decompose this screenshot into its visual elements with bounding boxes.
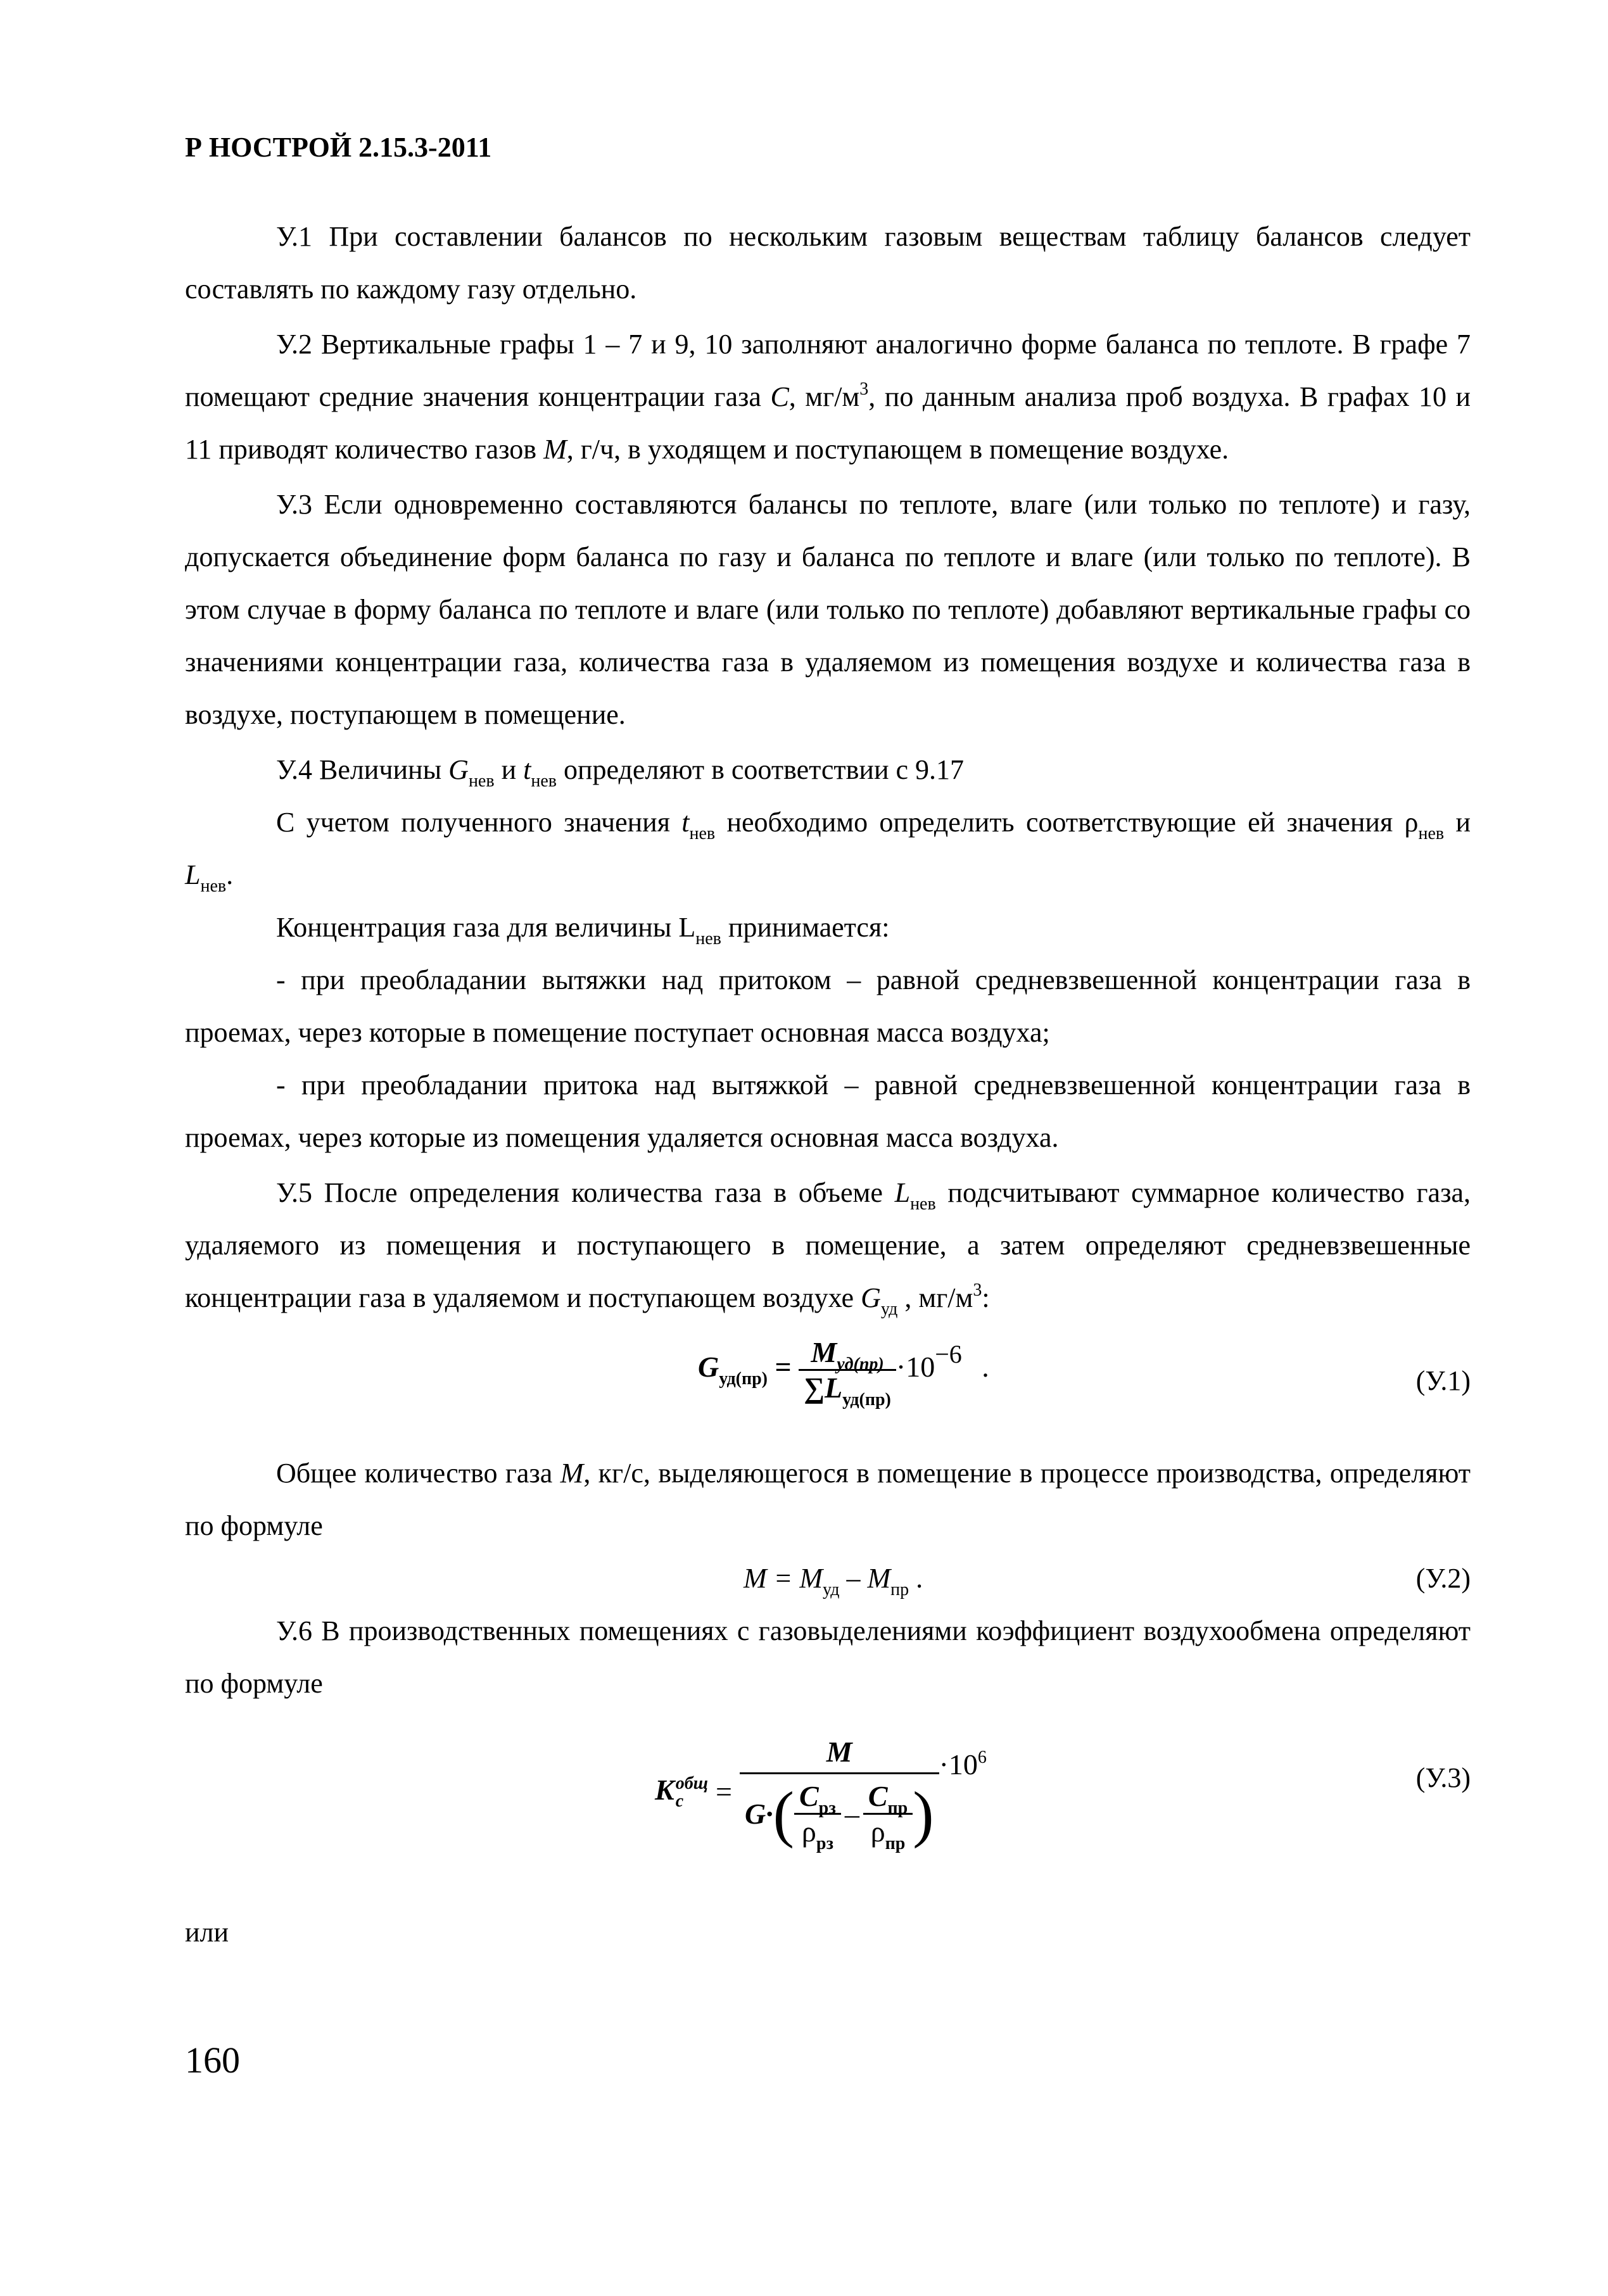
formula-u1-label: (У.1) bbox=[1415, 1365, 1471, 1396]
page-number: 160 bbox=[185, 2040, 240, 2081]
paragraph-total-gas: Общее количество газа M, кг/с, выделяющегося в помещение в процессе производства, определяют по формуле bbox=[185, 1458, 1471, 1541]
document-header: Р НОСТРОЙ 2.15.3-2011 bbox=[185, 132, 492, 163]
formula-u1-fraction: $\frac{M_{уд(пр)}}{\sum L_{уд(пр)}}$ bbox=[799, 1335, 896, 1404]
paragraph-u4: У.4 Величины $G_{нев}$ и $t_{нев}$ определяют в соответствии с 9.17 bbox=[276, 754, 965, 791]
formula-u3-expression: K общ c = M G· ( $\frac{C_{рз}}{\rho_{рз}}$ – $\frac{C_{пр}}{\rho_{пр}}$ ) $\cdot 10^6$ bbox=[655, 1736, 987, 1853]
formula-u1 bbox=[185, 1324, 1471, 1444]
paragraph-u6: У.6 В производственных помещениях с газовыделениями коэффициент воздухообмена определяют по формуле bbox=[185, 1615, 1471, 1699]
formula-u2-label: (У.2) bbox=[1415, 1563, 1471, 1594]
formula-u3-fraction: M G· ( $\frac{C_{рз}}{\rho_{рз}}$ – $\frac{C_{пр}}{\rho_{пр}}$ ) bbox=[740, 1735, 939, 1848]
formula-u3 bbox=[185, 1710, 1471, 1900]
formula-u2 bbox=[185, 1552, 1471, 1605]
document-body bbox=[185, 210, 1471, 1959]
paragraph-u1: У.1 При составлении балансов по нескольким газовым веществам таблицу балансов следует составлять по каждому газу отдельно. bbox=[185, 221, 1471, 305]
paragraph-exhaust: - при преобладании вытяжки над притоком – равной средневзвешенной концентрации газа в проемах, через которые в помещение поступает основная масса воздуха; bbox=[185, 964, 1471, 1048]
formula-u3-label: (У.3) bbox=[1415, 1762, 1471, 1793]
paragraph-u3: У.3 Если одновременно составляются балансы по теплоте, влаге (или только по теплоте) и газу, допускается объединение форм баланса по газу и баланса по теплоте и влаге (или только по теплоте). В этом случае в форму баланса по теплоте и влаге (или только по теплоте) добавляют вертикальные графы со значениями концентрации газа, количества газа в удаляемом из помещения воздухе и количества газа в воздухе, поступающем в помещение. bbox=[185, 489, 1471, 730]
formula-u1-expression: $G_{уд(пр)}$ = $\frac{M_{уд(пр)}}{\sum L_{уд(пр)}}$ $\cdot 10^{-6}$ . bbox=[698, 1336, 989, 1410]
paragraph-u2: У.2 Вертикальные графы 1 – 7 и 9, 10 заполняют аналогично форме баланса по теплоте. В графе 7 помещают средние значения концентрации газа C, $мг/м^3$, по данным анализа проб воздуха. В графах 10 и 11 приводят количество газов M, г/ч, в уходящем и поступающем в помещение воздухе. bbox=[185, 329, 1471, 465]
formula-u2-expression: $M = M_{уд} - M_{пр}$ . bbox=[744, 1563, 923, 1599]
paragraph-or: или bbox=[185, 1917, 229, 1948]
paragraph-u5: У.5 После определения количества газа в объеме $L_{нев}$ подсчитывают суммарное количество газа, удаляемого из помещения и поступающего в помещение, а затем определяют средневзвешенные концентрации газа в удаляемом и поступающем воздухе $G_{уд}$ , $мг/м^3$: bbox=[185, 1177, 1471, 1319]
paragraph-t-nev: С учетом полученного значения $t_{нев}$ необходимо определить соответствующие ей значения $\rho_{нев}$ и $L_{нев}$. bbox=[185, 807, 1471, 896]
paragraph-concentration: Концентрация газа для величины $L_{нев}$ принимается: bbox=[276, 912, 890, 949]
paragraph-inflow: - при преобладании притока над вытяжкой – равной средневзвешенной концентрации газа в проемах, через которые из помещения удаляется основная масса воздуха. bbox=[185, 1069, 1471, 1153]
